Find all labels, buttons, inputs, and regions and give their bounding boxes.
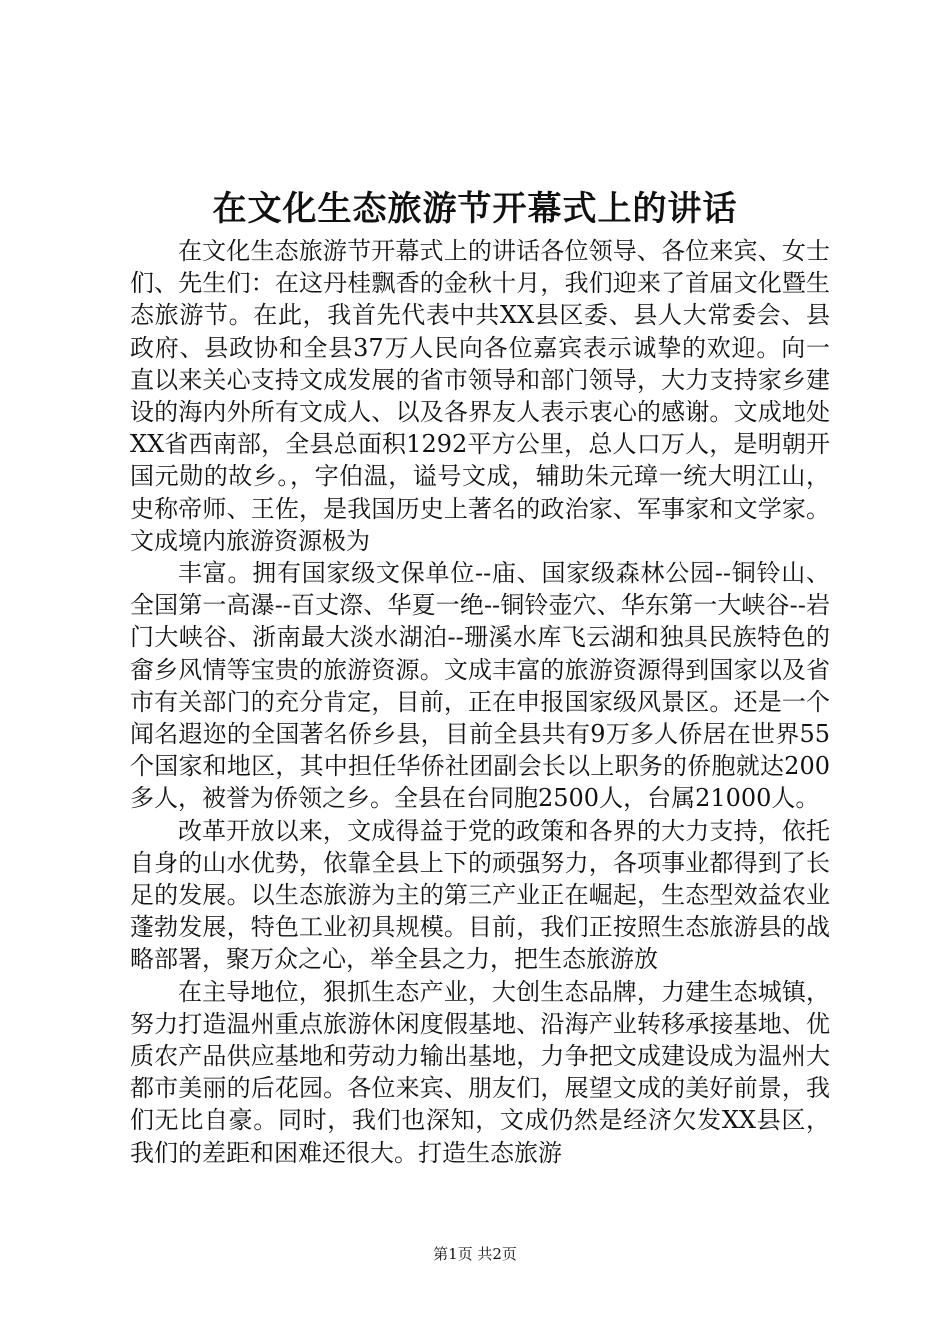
- document-title: 在文化生态旅游节开幕式上的讲话: [212, 189, 738, 229]
- paragraph: 丰富。拥有国家级文保单位--庙、国家级森林公园--铜铃山、全国第一高瀑--百丈漈、华夏一绝--铜铃壶穴、华东第一大峡谷--岩门大峡谷、浙南最大淡水湖泊--珊溪水库飞云湖和独具民族特色的畲乡风情等宝贵的旅游资源。文成丰富的旅游资源得到国家以及省市有关部门的充分肯定，目前，正在申报国家级风景区。还是一个闻名遐迩的全国著名侨乡县，目前全县共有9万多人侨居在世界55个国家和地区，其中担任华侨社团副会长以上职务的侨胞就达200多人，被誉为侨领之乡。全县在台同胞2500人，台属21000人。: [130, 559, 830, 813]
- page-indicator: 第1页 共2页: [433, 1245, 517, 1263]
- paragraph: 在主导地位，狠抓生态产业，大创生态品牌，力建生态城镇，努力打造温州重点旅游休闲度假基地、沿海产业转移承接基地、优质农产品供应基地和劳动力输出基地，力争把文成建设成为温州大都市美丽的后花园。各位来宾、朋友们，展望文成的美好前景，我们无比自豪。同时，我们也深知，文成仍然是经济欠发XX县区，我们的差距和困难还很大。打造生态旅游: [130, 977, 830, 1167]
- paragraph: 在文化生态旅游节开幕式上的讲话各位领导、各位来宾、女士们、先生们：在这丹桂飘香的金秋十月，我们迎来了首届文化暨生态旅游节。在此，我首先代表中共XX县区委、县人大常委会、县政府、县政协和全县37万人民向各位嘉宾表示诚挚的欢迎。向一直以来关心支持文成发展的省市领导和部门领导，大力支持家乡建设的海内外所有文成人、以及各界友人表示衷心的感谢。文成地处XX省西南部，全县总面积1292平方公里，总人口万人，是明朝开国元勋的故乡。，字伯温，谥号文成，辅助朱元璋一统大明江山，史称帝师、王佐，是我国历史上著名的政治家、军事家和文学家。文成境内旅游资源极为: [130, 237, 830, 555]
- paragraph: 改革开放以来，文成得益于党的政策和各界的大力支持，依托自身的山水优势，依靠全县上下的顽强努力，各项事业都得到了长足的发展。以生态旅游为主的第三产业正在崛起，生态型效益农业蓬勃发展，特色工业初具规模。目前，我们正按照生态旅游县的战略部署，聚万众之心，举全县之力，把生态旅游放: [130, 816, 830, 974]
- page-footer: [0, 1244, 950, 1264]
- document-body: [130, 235, 830, 1169]
